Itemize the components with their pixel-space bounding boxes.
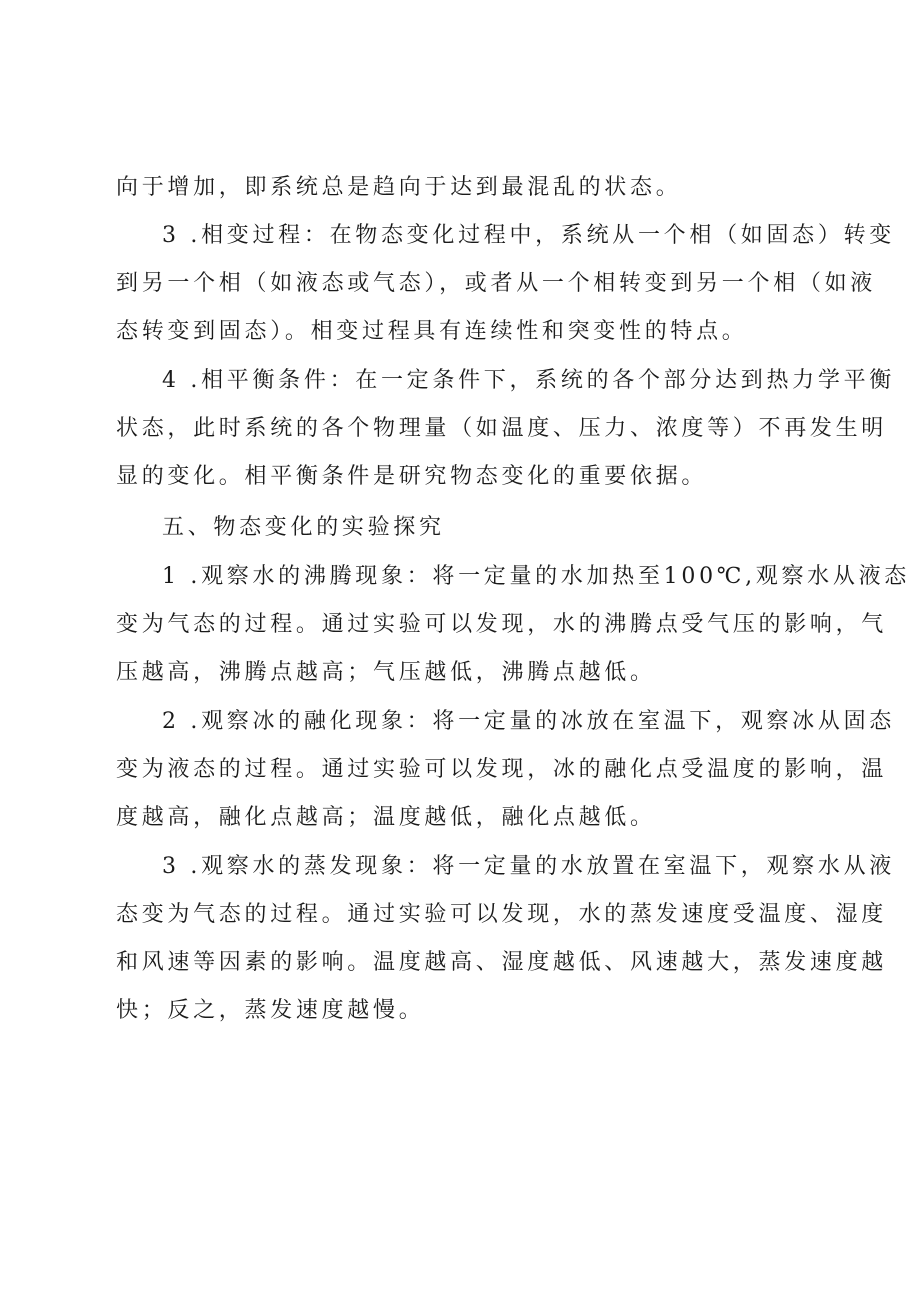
text-line: 向于增加，即系统总是趋向于达到最混乱的状态。 bbox=[116, 175, 682, 200]
text-line: 1 .观察水的沸腾现象：将一定量的水加热至100℃,观察水从液态 bbox=[162, 564, 910, 589]
section-heading: 五、物态变化的实验探究 bbox=[162, 515, 445, 540]
text-line: 3 .观察水的蒸发现象：将一定量的水放置在室温下，观察水从液 bbox=[162, 854, 895, 879]
text-line: 到另一个相（如液态或气态），或者从一个相转变到另一个相（如液 bbox=[116, 271, 877, 296]
text-line: 2 .观察冰的融化现象：将一定量的冰放在室温下，观察冰从固态 bbox=[162, 709, 895, 734]
text-line: 4 .相平衡条件：在一定条件下，系统的各个部分达到热力学平衡 bbox=[162, 368, 895, 393]
text-line: 变为气态的过程。通过实验可以发现，水的沸腾点受气压的影响，气 bbox=[116, 612, 888, 637]
text-line: 度越高，融化点越高；温度越低，融化点越低。 bbox=[116, 805, 656, 830]
text-line: 态转变到固态）。相变过程具有连续性和突变性的特点。 bbox=[116, 319, 748, 344]
text-line: 压越高，沸腾点越高；气压越低，沸腾点越低。 bbox=[116, 660, 656, 685]
text-line: 和风速等因素的影响。温度越高、湿度越低、风速越大，蒸发速度越 bbox=[116, 950, 888, 975]
text-line: 状态，此时系统的各个物理量（如温度、压力、浓度等）不再发生明 bbox=[116, 416, 888, 441]
text-line: 显的变化。相平衡条件是研究物态变化的重要依据。 bbox=[116, 464, 708, 489]
text-line: 3 .相变过程：在物态变化过程中，系统从一个相（如固态）转变 bbox=[162, 223, 895, 248]
text-line: 变为液态的过程。通过实验可以发现，冰的融化点受温度的影响，温 bbox=[116, 757, 888, 782]
text-line: 态变为气态的过程。通过实验可以发现，水的蒸发速度受温度、湿度 bbox=[116, 902, 888, 927]
text-line: 快；反之，蒸发速度越慢。 bbox=[116, 998, 425, 1023]
